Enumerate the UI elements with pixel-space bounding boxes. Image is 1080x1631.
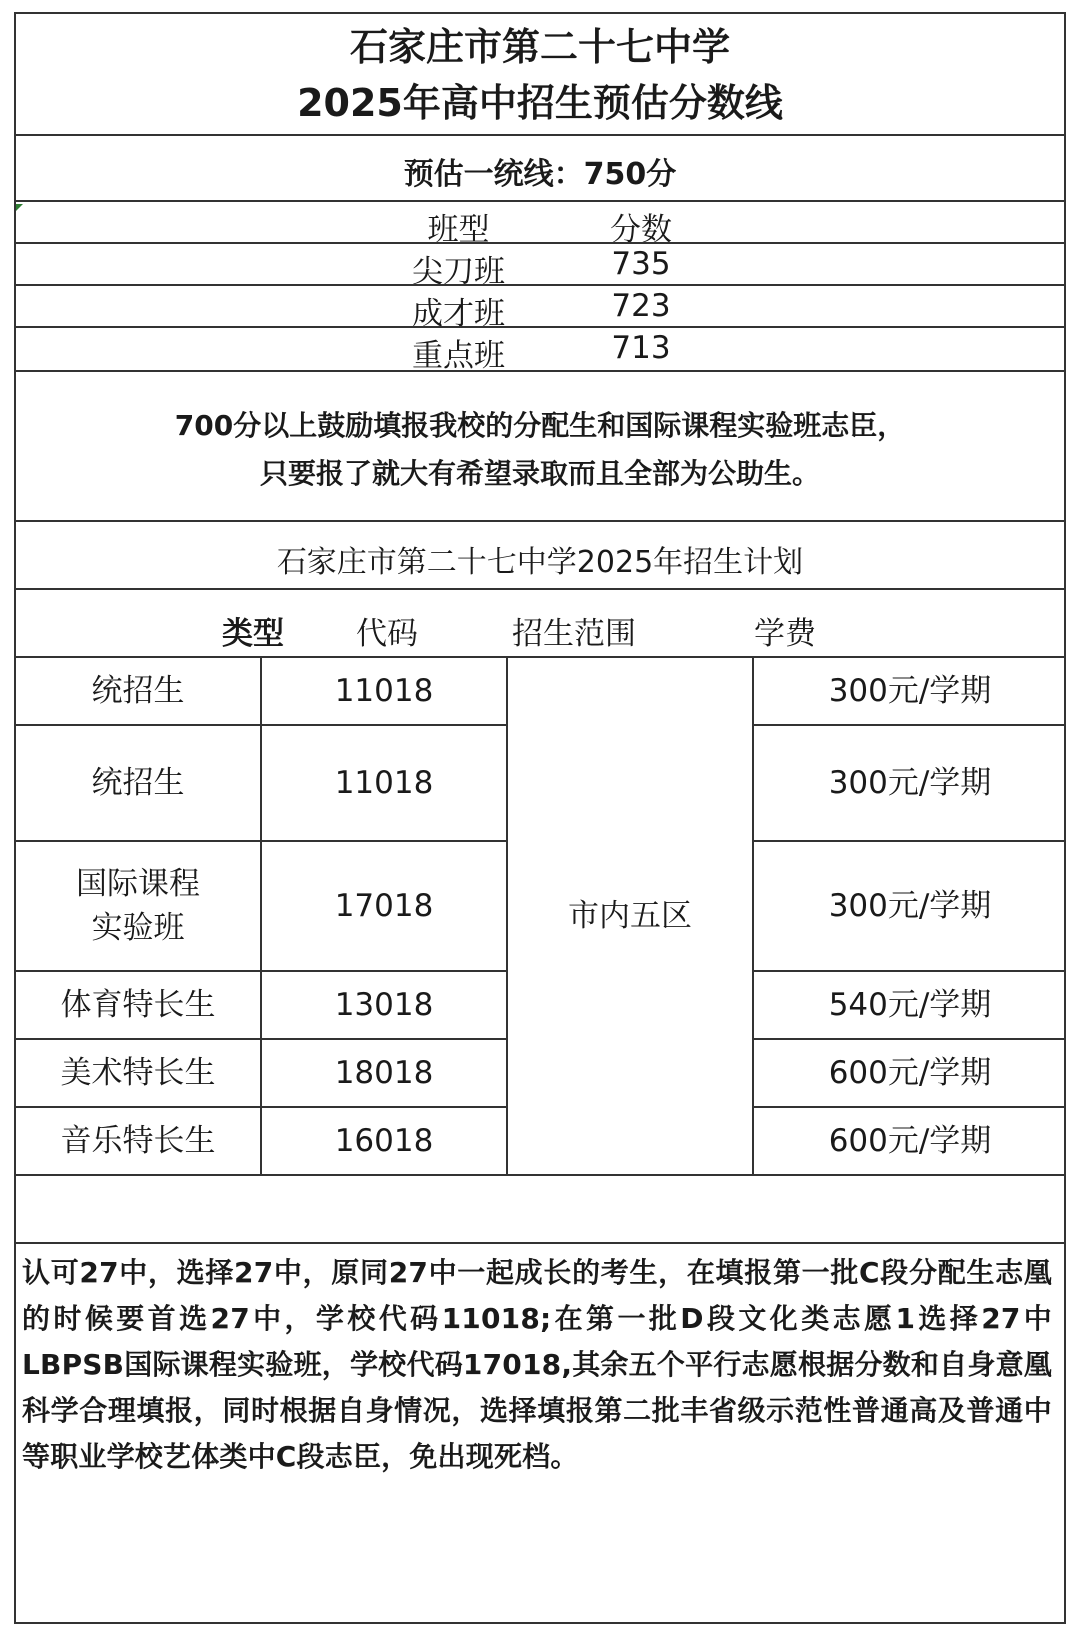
plan-fee: 540元/学期 (828, 987, 992, 1023)
plan-code: 16018 (334, 1123, 434, 1159)
school-name: 石家庄市第二十七中学 (349, 25, 730, 69)
plan-type: 统招生 (91, 765, 185, 801)
score-table-header (16, 204, 1064, 246)
divider (16, 370, 1064, 372)
score-row (16, 288, 1064, 330)
divider (16, 1242, 1064, 1244)
admission-sheet (14, 12, 1066, 1624)
plan-fee: 600元/学期 (828, 1055, 992, 1091)
plan-type: 音乐特长生 (60, 1123, 216, 1159)
divider (16, 588, 1064, 590)
header-class-type: 班型 (427, 212, 490, 248)
class-score: 713 (611, 330, 671, 366)
plan-type: 美术特长生 (60, 1055, 216, 1091)
notice-line: 只要报了就大有希望录取而且全部为公助生。 (259, 457, 820, 490)
plan-code: 18018 (334, 1055, 434, 1091)
unified-score-line: 预估一统线：750分 (403, 157, 677, 192)
divider (16, 326, 1064, 328)
header-scope: 招生范围 (512, 616, 636, 652)
application-guidance: 认可27中，选择27中，原同27中一起成长的考生，在填报第一批C段分配生志凰的时候要首选27中，学校代码11018;在第一批D段文化类志愿1选择27中LBPSB国际课程实验班，学校代码17018,其余五个平行志愿根据分数和自身意凰科学合理填报，同时根据自身情况，选择填报第二批丰省级示范性普通高及普通中等职业学校艺体类中C段志臣，免出现死档。 (22, 1256, 1052, 1473)
title-subtitle: 2025年高中招生预估分数线 (297, 81, 783, 125)
divider (16, 200, 1064, 202)
plan-fee: 600元/学期 (828, 1123, 992, 1159)
plan-table-header (16, 594, 1064, 662)
divider (16, 284, 1064, 286)
header-type: 类型 (222, 616, 284, 652)
score-row (16, 330, 1064, 372)
blank-row (16, 1180, 1064, 1246)
plan-fee: 300元/学期 (828, 673, 992, 709)
plan-type-line: 实验班 (91, 910, 185, 946)
plan-code: 11018 (334, 673, 434, 709)
plan-title: 石家庄市第二十七中学2025年招生计划 (276, 545, 804, 580)
header-fee: 学费 (754, 616, 816, 652)
class-type: 重点班 (412, 338, 505, 374)
plan-code: 17018 (334, 888, 434, 924)
class-type: 成才班 (412, 296, 505, 332)
divider (16, 242, 1064, 244)
class-type: 尖刀班 (412, 254, 505, 290)
plan-code: 11018 (334, 765, 434, 801)
plan-type (16, 842, 260, 970)
header-code: 代码 (356, 616, 418, 652)
page-title (16, 14, 1064, 136)
plan-fee: 300元/学期 (828, 765, 992, 801)
divider (16, 1174, 1064, 1176)
header-score: 分数 (610, 212, 672, 248)
plan-fee: 300元/学期 (828, 888, 992, 924)
class-score: 723 (611, 288, 671, 324)
score-row (16, 246, 1064, 288)
plan-type-line: 国际课程 (76, 866, 200, 902)
notice-line: 700分以上鼓励填报我校的分配生和国际课程实验班志臣， (174, 409, 906, 442)
plan-type: 统招生 (91, 673, 185, 709)
plan-scope: 市内五区 (568, 898, 692, 934)
plan-code: 13018 (334, 987, 434, 1023)
encouragement-notice (16, 376, 1064, 524)
plan-type: 体育特长生 (60, 987, 216, 1023)
class-score: 735 (611, 246, 671, 282)
divider (16, 520, 1064, 522)
